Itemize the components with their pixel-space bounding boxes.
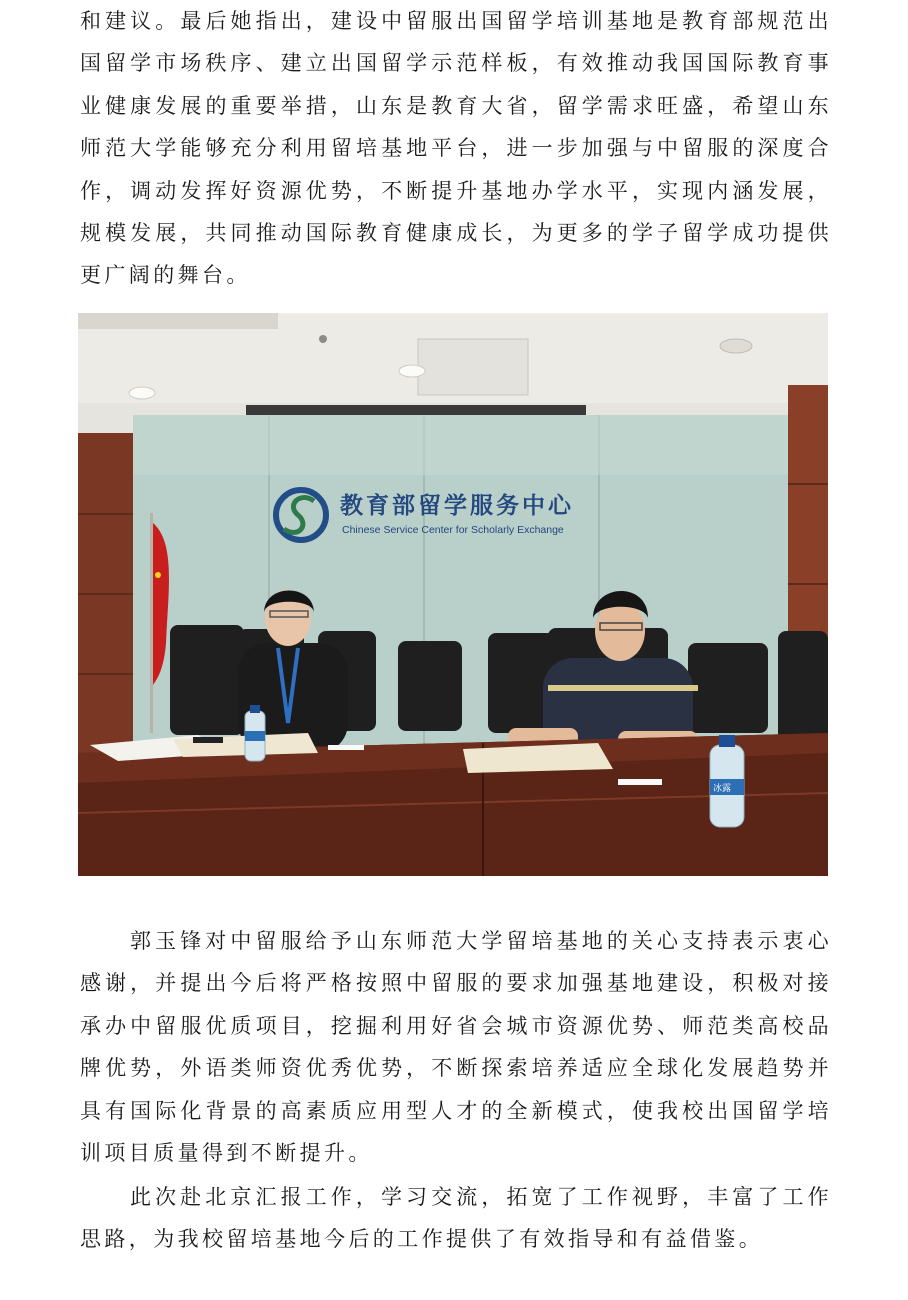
ceiling-light <box>129 387 155 399</box>
air-conditioner-slot <box>246 405 586 415</box>
wall-sign-cn: 教育部留学服务中心 <box>340 492 574 519</box>
paragraph-text: 此次赴北京汇报工作，学习交流，拓宽了工作视野，丰富了工作思路，为我校留培基地今后的工作提供了有效指导和有益借鉴。 <box>80 1185 832 1252</box>
bottle-label: 冰露 <box>713 784 732 794</box>
water-bottle <box>710 735 744 827</box>
paragraph-bottom-1 <box>80 920 832 1174</box>
ceiling-panel <box>418 339 528 395</box>
meeting-photo-illustration <box>78 313 828 876</box>
water-bottle <box>245 705 265 761</box>
ceiling-sensor <box>319 335 327 343</box>
flag-pole <box>150 513 153 733</box>
paragraph-text: 和建议。最后她指出，建设中留服出国留学培训基地是教育部规范出国留学市场秩序、建立出国留学示范样板，有效推动我国国际教育事业健康发展的重要举措，山东是教育大省，留学需求旺盛，希望山东师范大学能够充分利用留培基地平台，进一步加强与中留服的深度合作，调动发挥好资源优势，不断提升基地办学水平，实现内涵发展，规模发展，共同推动国际教育健康成长，为更多的学子留学成功提供更广阔的舞台。 <box>80 9 832 288</box>
ceiling-vent <box>78 313 278 329</box>
ceiling-light <box>720 339 752 353</box>
ceiling-light <box>399 365 425 377</box>
paragraph-bottom-2 <box>80 1176 832 1261</box>
paragraph-text: 郭玉锋对中留服给予山东师范大学留培基地的关心支持表示衷心感谢，并提出今后将严格按照中留服的要求加强基地建设，积极对接承办中留服优质项目，挖掘利用好省会城市资源优势、师范类高校品牌优势，外语类师资优秀优势，不断探索培养适应全球化发展趋势并具有国际化背景的高素质应用型人才的全新模式，使我校出国留学培训项目质量得到不断提升。 <box>80 929 832 1166</box>
meeting-photo <box>78 313 828 876</box>
wall-sign-en: Chinese Service Center for Scholarly Exchange <box>342 524 564 536</box>
paragraph-top <box>80 0 832 297</box>
